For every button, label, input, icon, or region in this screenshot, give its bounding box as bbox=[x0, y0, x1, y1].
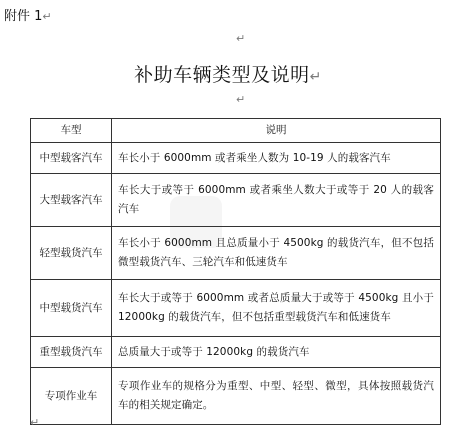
table-row bbox=[31, 368, 441, 425]
paragraph-mark-icon: ↵ bbox=[236, 32, 246, 45]
vehicle-description-cell: 车长大于或等于 6000mm 或者总质量大于或等于 4500kg 且小于 12000kg 的载货汽车，但不包括重型载货汽车和低速货车 bbox=[112, 280, 441, 337]
paragraph-mark-icon: ↵ bbox=[42, 10, 52, 23]
vehicle-description-cell: 车长小于 6000mm 且总质量小于 4500kg 的载货汽车，但不包括微型载货汽车、三轮汽车和低速货车 bbox=[112, 227, 441, 280]
table-row bbox=[31, 143, 441, 174]
vehicle-description-cell: 专项作业车的规格分为重型、中型、轻型、微型，具体按照载货汽车的相关规定确定。 bbox=[112, 368, 441, 425]
vehicle-description-cell: 车长小于 6000mm 或者乘坐人数为 10-19 人的载客汽车 bbox=[112, 143, 441, 174]
vehicle-type-cell: 轻型载货汽车 bbox=[31, 227, 112, 280]
header-description: 说明 bbox=[112, 119, 441, 143]
document-title: 补助车辆类型及说明↵ bbox=[134, 64, 322, 86]
table-row bbox=[31, 174, 441, 227]
vehicle-type-cell: 专项作业车 bbox=[31, 368, 112, 425]
table-row bbox=[31, 227, 441, 280]
table-header-row bbox=[31, 119, 441, 143]
vehicle-description-cell: 总质量大于或等于 12000kg 的载货汽车 bbox=[112, 337, 441, 368]
paragraph-mark-icon: ↵ bbox=[236, 93, 246, 106]
paragraph-mark-icon: ↵ bbox=[30, 416, 40, 429]
vehicle-type-cell: 中型载客汽车 bbox=[31, 143, 112, 174]
vehicle-description-cell: 车长大于或等于 6000mm 或者乘坐人数大于或等于 20 人的载客汽车 bbox=[112, 174, 441, 227]
vehicle-type-cell: 重型载货汽车 bbox=[31, 337, 112, 368]
attachment-label: 附件 1↵ bbox=[4, 9, 52, 24]
vehicle-type-table bbox=[30, 118, 441, 425]
table-row bbox=[31, 280, 441, 337]
table-row bbox=[31, 337, 441, 368]
paragraph-mark-icon: ↵ bbox=[309, 69, 322, 85]
vehicle-type-cell: 中型载货汽车 bbox=[31, 280, 112, 337]
vehicle-type-cell: 大型载客汽车 bbox=[31, 174, 112, 227]
header-type: 车型 bbox=[31, 119, 112, 143]
